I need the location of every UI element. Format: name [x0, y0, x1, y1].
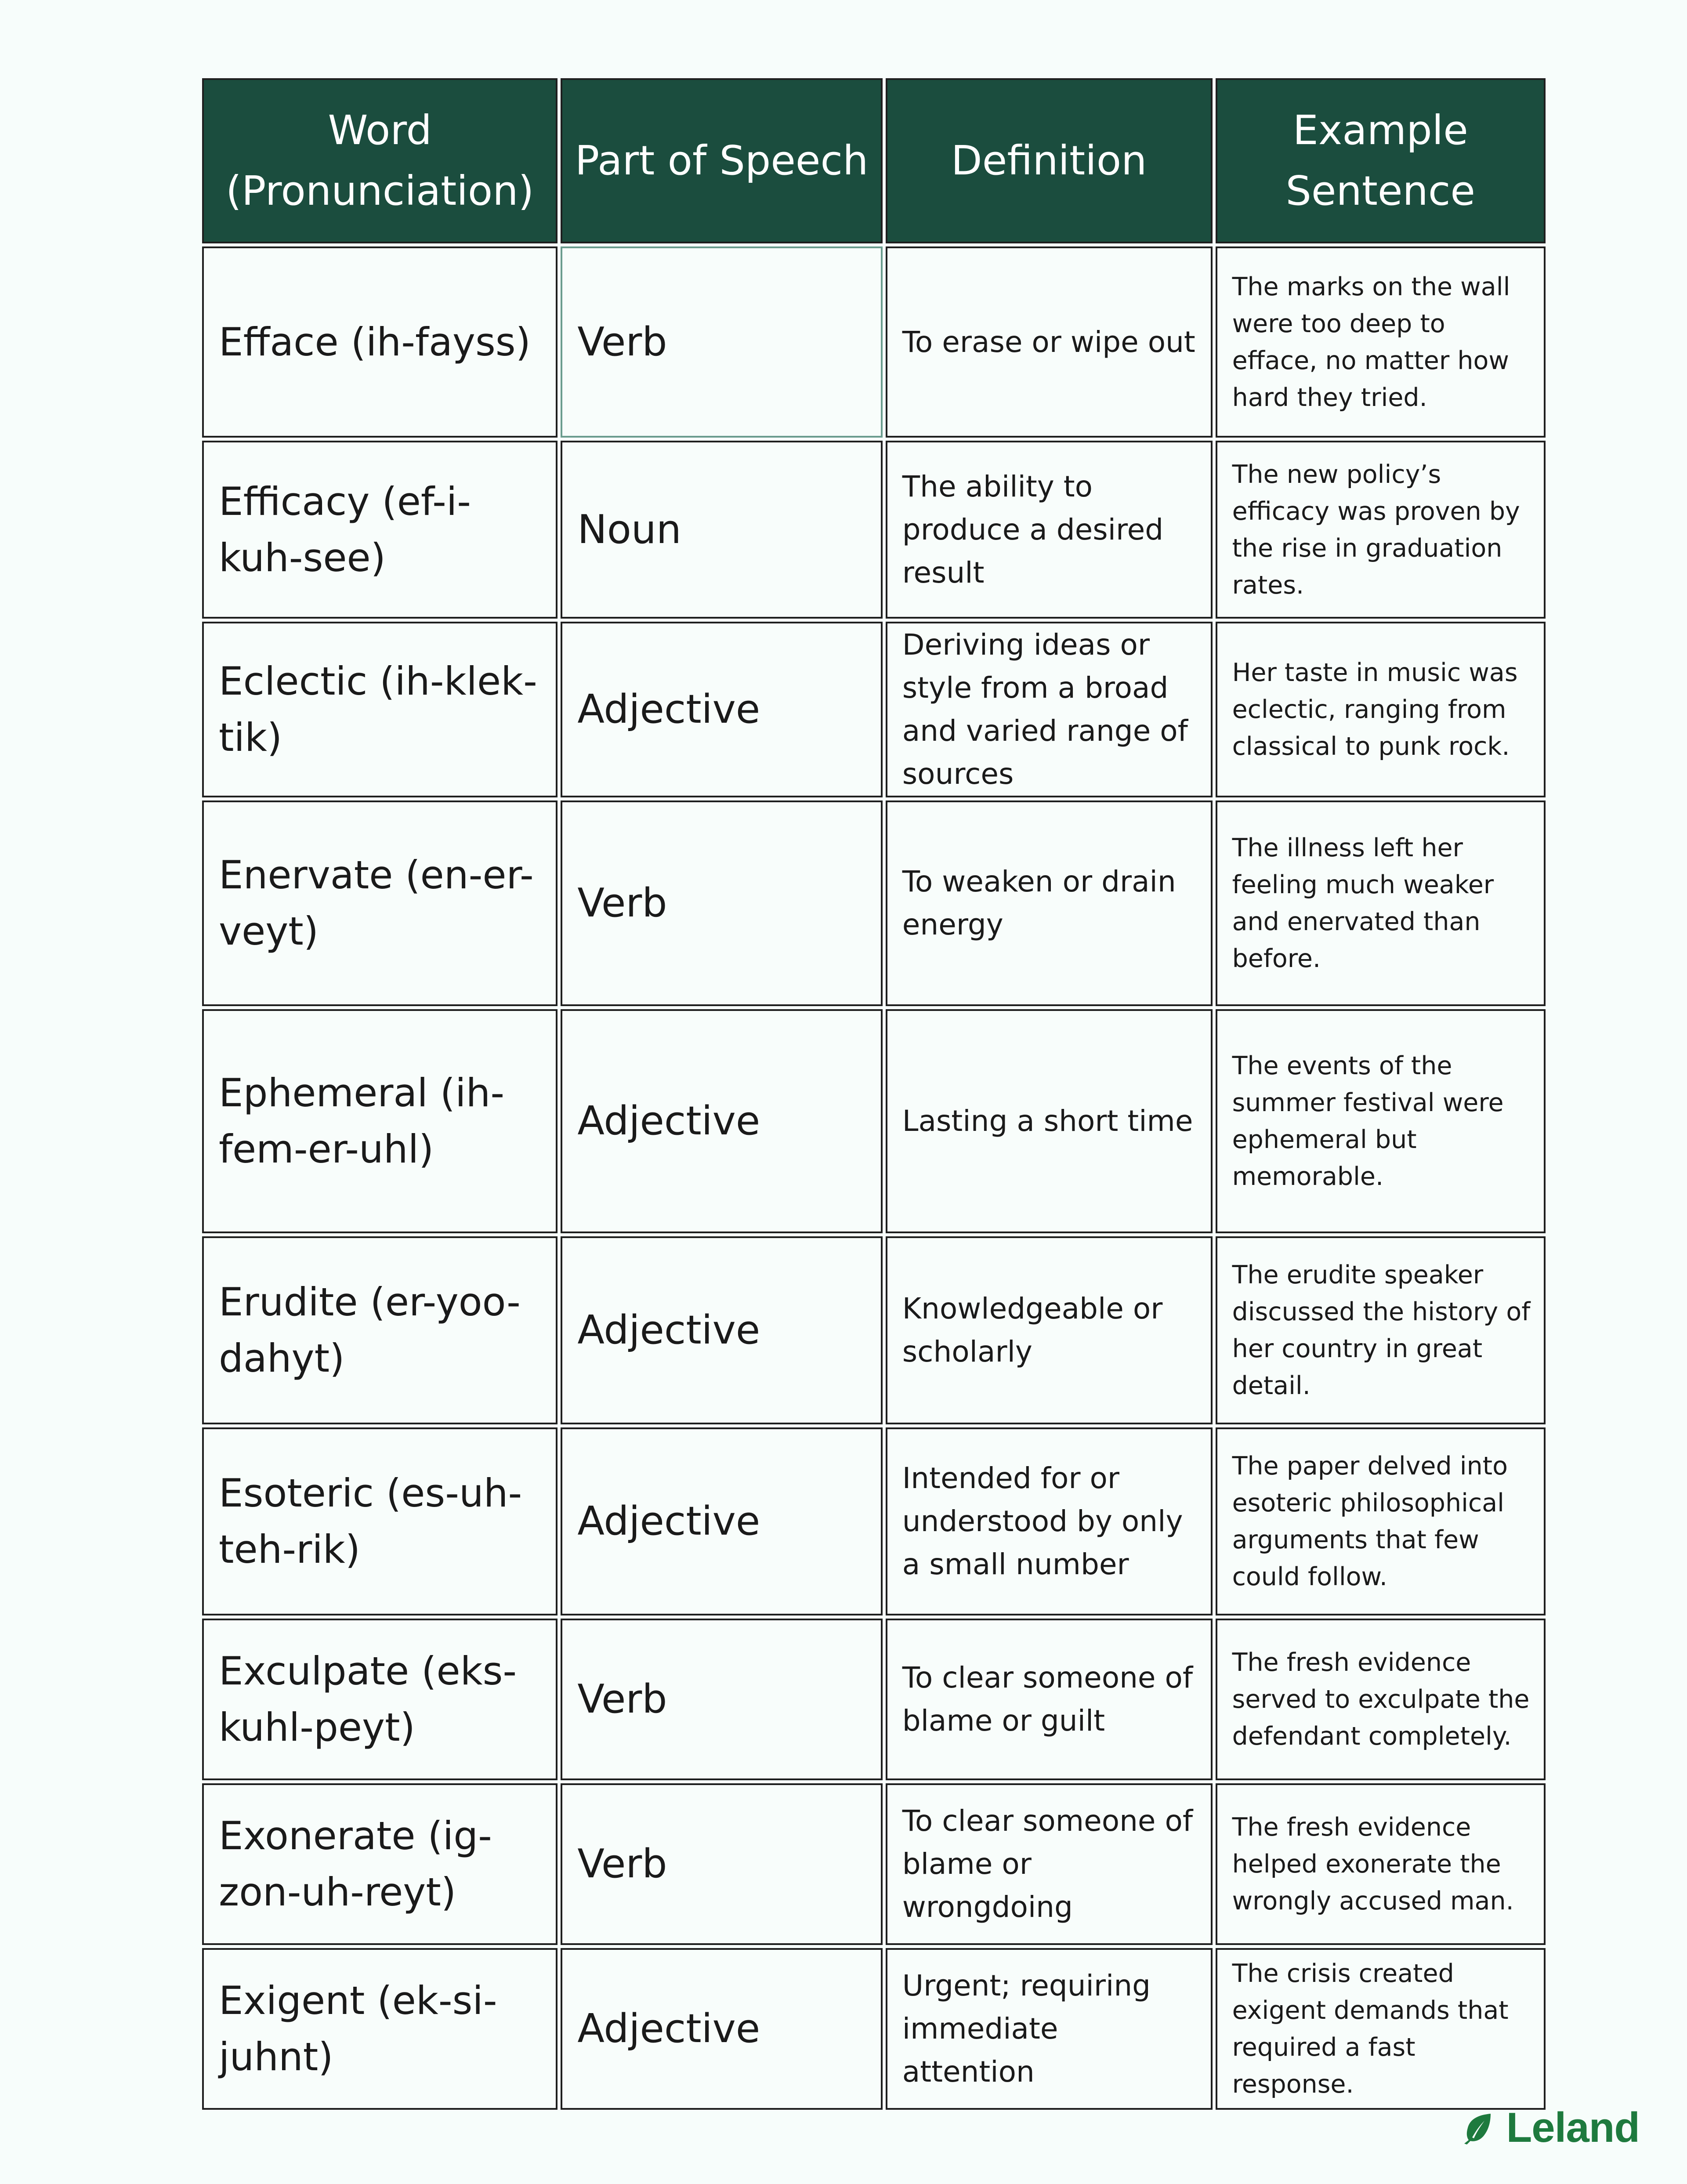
word-cell: Esoteric (es-uh-teh-rik)	[202, 1427, 558, 1615]
definition-cell: Deriving ideas or style from a broad and varied range of sources	[886, 622, 1213, 797]
part-of-speech-cell: Verb	[561, 246, 882, 438]
part-of-speech-cell: Adjective	[561, 1948, 882, 2110]
definition-cell: Lasting a short time	[886, 1009, 1213, 1233]
vocabulary-table	[199, 75, 1549, 2113]
word-cell: Exonerate (ig-zon-uh-reyt)	[202, 1783, 558, 1945]
part-of-speech-cell: Verb	[561, 800, 882, 1006]
word-cell: Exigent (ek-si-juhnt)	[202, 1948, 558, 2110]
word-cell: Ephemeral (ih-fem-er-uhl)	[202, 1009, 558, 1233]
word-cell: Erudite (er-yoo-dahyt)	[202, 1236, 558, 1424]
word-cell: Efface (ih-fayss)	[202, 246, 558, 438]
definition-cell: Knowledgeable or scholarly	[886, 1236, 1213, 1424]
example-cell: The illness left her feeling much weaker and enervated than before.	[1216, 800, 1546, 1006]
table-row	[202, 1619, 1546, 1780]
part-of-speech-cell: Adjective	[561, 1009, 882, 1233]
word-cell: Eclectic (ih-klek-tik)	[202, 622, 558, 797]
word-cell: Efficacy (ef-i-kuh-see)	[202, 441, 558, 619]
part-of-speech-cell: Adjective	[561, 1236, 882, 1424]
table-row	[202, 246, 1546, 438]
definition-cell: To erase or wipe out	[886, 246, 1213, 438]
part-of-speech-cell: Adjective	[561, 622, 882, 797]
leaf-icon	[1461, 2110, 1496, 2145]
example-cell: The fresh evidence served to exculpate the defendant completely.	[1216, 1619, 1546, 1780]
definition-cell: Intended for or understood by only a small number	[886, 1427, 1213, 1615]
table-row	[202, 1427, 1546, 1615]
table-row	[202, 441, 1546, 619]
example-cell: The crisis created exigent demands that required a fast response.	[1216, 1948, 1546, 2110]
example-cell: The paper delved into esoteric philosophical arguments that few could follow.	[1216, 1427, 1546, 1615]
definition-cell: To weaken or drain energy	[886, 800, 1213, 1006]
example-cell: The fresh evidence helped exonerate the wrongly accused man.	[1216, 1783, 1546, 1945]
table-row	[202, 1948, 1546, 2110]
example-cell: The erudite speaker discussed the history of her country in great detail.	[1216, 1236, 1546, 1424]
definition-cell: To clear someone of blame or wrongdoing	[886, 1783, 1213, 1945]
part-of-speech-cell: Noun	[561, 441, 882, 619]
example-cell: Her taste in music was eclectic, ranging from classical to punk rock.	[1216, 622, 1546, 797]
table-row	[202, 800, 1546, 1006]
definition-cell: To clear someone of blame or guilt	[886, 1619, 1213, 1780]
word-cell: Exculpate (eks-kuhl-peyt)	[202, 1619, 558, 1780]
definition-cell: The ability to produce a desired result	[886, 441, 1213, 619]
table-row	[202, 622, 1546, 797]
header-word: Word (Pronunciation)	[202, 78, 558, 243]
header-part-of-speech: Part of Speech	[561, 78, 882, 243]
leland-logo	[1461, 2104, 1640, 2152]
example-cell: The marks on the wall were too deep to efface, no matter how hard they tried.	[1216, 246, 1546, 438]
table-row	[202, 1236, 1546, 1424]
word-cell: Enervate (en-er-veyt)	[202, 800, 558, 1006]
example-cell: The events of the summer festival were ephemeral but memorable.	[1216, 1009, 1546, 1233]
header-row	[202, 78, 1546, 243]
definition-cell: Urgent; requiring immediate attention	[886, 1948, 1213, 2110]
table-row	[202, 1783, 1546, 1945]
logo-text: Leland	[1506, 2104, 1640, 2151]
part-of-speech-cell: Verb	[561, 1619, 882, 1780]
part-of-speech-cell: Adjective	[561, 1427, 882, 1615]
part-of-speech-cell: Verb	[561, 1783, 882, 1945]
header-example-sentence: Example Sentence	[1216, 78, 1546, 243]
table-row	[202, 1009, 1546, 1233]
example-cell: The new policy’s efficacy was proven by the rise in graduation rates.	[1216, 441, 1546, 619]
header-definition: Definition	[886, 78, 1213, 243]
